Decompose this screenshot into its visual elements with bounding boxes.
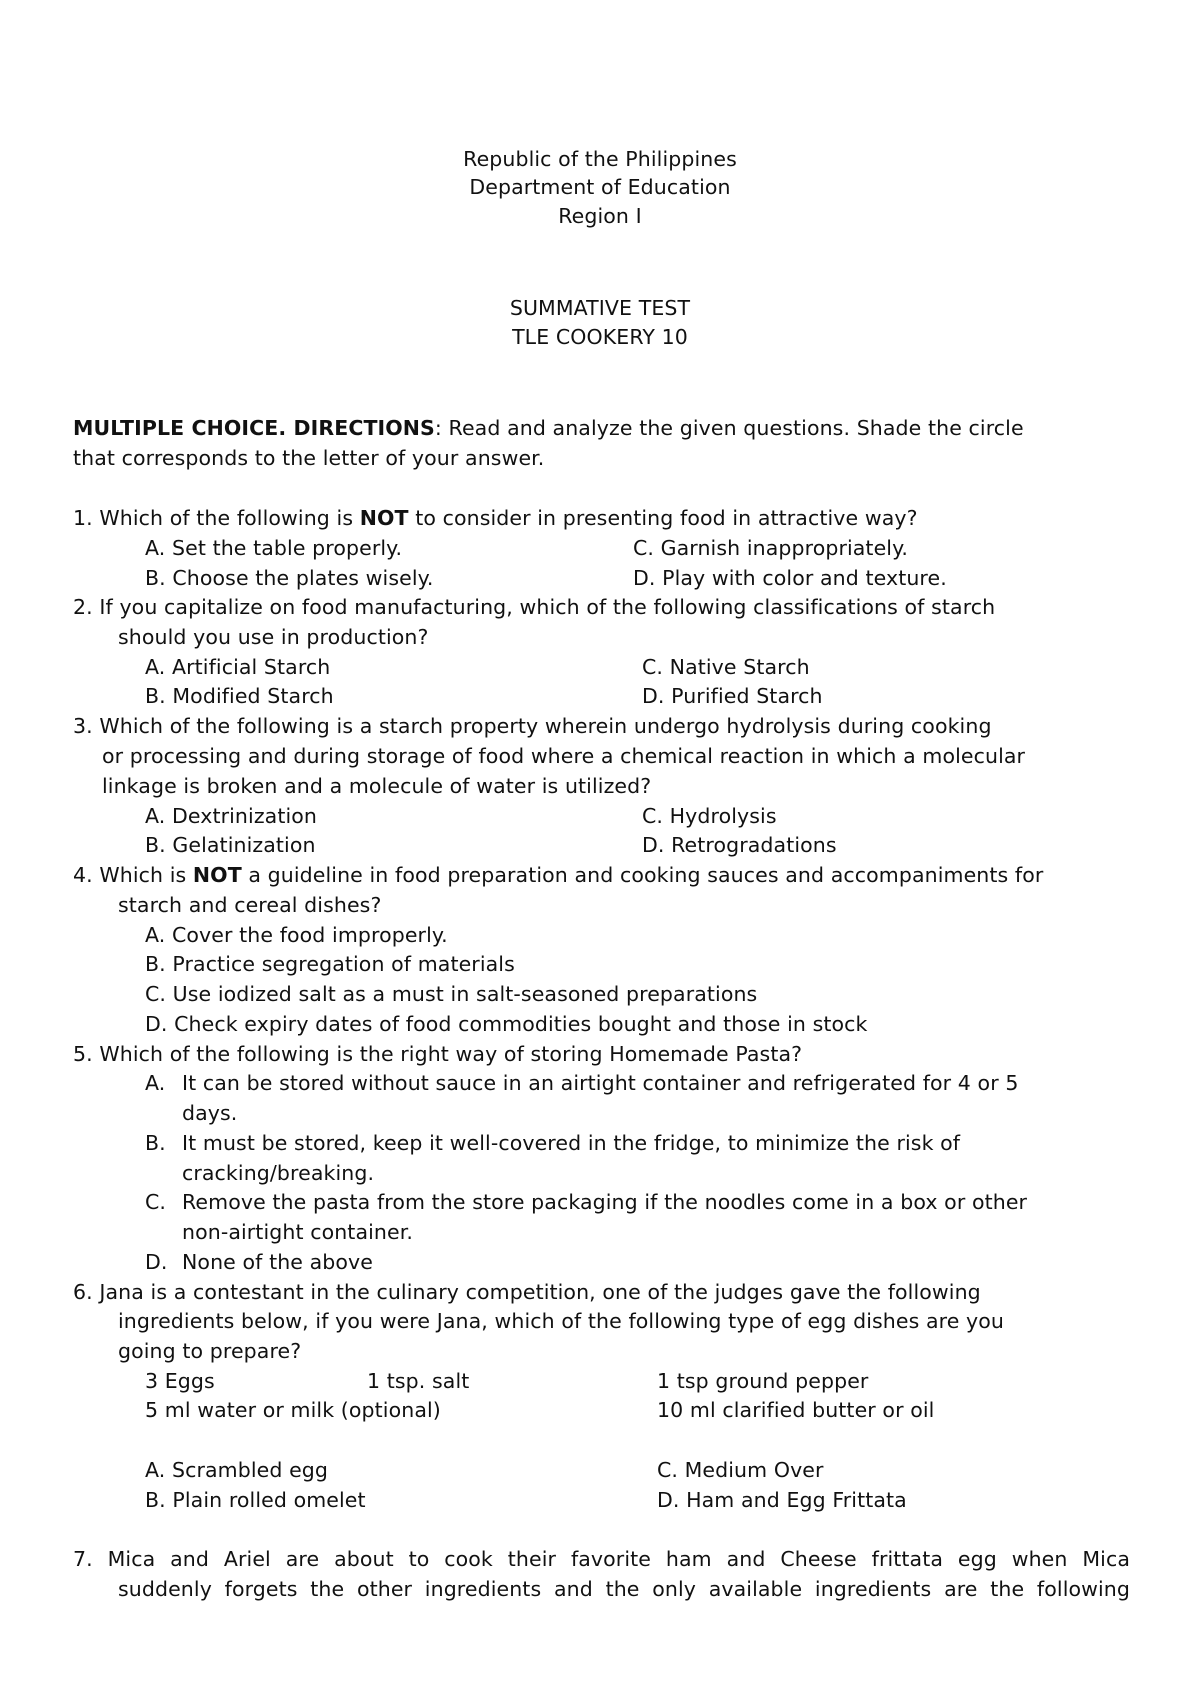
directions-line-1: MULTIPLE CHOICE. DIRECTIONS: Read and analyze the given questions. Shade the circle <box>73 416 1024 440</box>
q6-option-d: D. Ham and Egg Frittata <box>657 1488 907 1512</box>
q2-option-d: D. Purified Starch <box>642 684 823 708</box>
q6-option-c: C. Medium Over <box>657 1458 824 1482</box>
header-republic: Republic of the Philippines <box>463 147 737 171</box>
q5-option-b-line-2: cracking/breaking. <box>182 1161 375 1185</box>
question-7-line-1: 7. Mica and Ariel are about to cook their favorite ham and Cheese frittata egg when Mica <box>73 1547 1130 1571</box>
q4-option-b: B. Practice segregation of materials <box>145 952 515 976</box>
title-subject: TLE COOKERY 10 <box>512 325 688 349</box>
q5-option-c-letter: C. <box>145 1190 167 1214</box>
emphasis-not: NOT <box>192 863 242 887</box>
q6-option-b: B. Plain rolled omelet <box>145 1488 366 1512</box>
q4-option-c: C. Use iodized salt as a must in salt-seasoned preparations <box>145 982 758 1006</box>
q5-option-d-letter: D. <box>145 1250 168 1274</box>
q3-option-c: C. Hydrolysis <box>642 804 777 828</box>
q2-option-a: A. Artificial Starch <box>145 655 331 679</box>
q6-ingredient-salt: 1 tsp. salt <box>367 1369 470 1393</box>
q5-option-a-line-2: days. <box>182 1101 238 1125</box>
q4-option-d: D. Check expiry dates of food commodities bought and those in stock <box>145 1012 868 1036</box>
q2-option-c: C. Native Starch <box>642 655 810 679</box>
q1-option-d: D. Play with color and texture. <box>633 566 947 590</box>
q1-option-c: C. Garnish inappropriately. <box>633 536 909 560</box>
q6-option-a: A. Scrambled egg <box>145 1458 329 1482</box>
q1-option-b: B. Choose the plates wisely. <box>145 566 434 590</box>
q4-option-a: A. Cover the food improperly. <box>145 923 448 947</box>
question-2-line-2: should you use in production? <box>118 625 429 649</box>
q5-option-d-line-1: None of the above <box>182 1250 373 1274</box>
question-3-line-1: 3. Which of the following is a starch property wherein undergo hydrolysis during cooking <box>73 714 992 738</box>
q2-option-b: B. Modified Starch <box>145 684 334 708</box>
q5-option-a-line-1: It can be stored without sauce in an airtight container and refrigerated for 4 or 5 <box>182 1071 1019 1095</box>
q5-option-b-letter: B. <box>145 1131 166 1155</box>
header-department: Department of Education <box>469 175 731 199</box>
q6-ingredient-water-milk: 5 ml water or milk (optional) <box>145 1398 441 1422</box>
q3-option-b: B. Gelatinization <box>145 833 316 857</box>
question-4-line-2: starch and cereal dishes? <box>118 893 382 917</box>
q5-option-c-line-2: non-airtight container. <box>182 1220 413 1244</box>
question-2-line-1: 2. If you capitalize on food manufacturing, which of the following classifications of starch <box>73 595 996 619</box>
question-6-line-2: ingredients below, if you were Jana, which of the following type of egg dishes are you <box>118 1309 1005 1333</box>
q6-ingredient-eggs: 3 Eggs <box>145 1369 215 1393</box>
q5-option-b-line-1: It must be stored, keep it well-covered in the fridge, to minimize the risk of <box>182 1131 961 1155</box>
q6-ingredient-butter-oil: 10 ml clarified butter or oil <box>657 1398 935 1422</box>
emphasis-not: NOT <box>359 506 409 530</box>
directions-line-2: that corresponds to the letter of your answer. <box>73 446 545 470</box>
header-region: Region I <box>558 204 642 228</box>
question-1: 1. Which of the following is NOT to consider in presenting food in attractive way? <box>73 506 918 530</box>
q5-option-a-letter: A. <box>145 1071 166 1095</box>
q3-option-d: D. Retrogradations <box>642 833 837 857</box>
title-summative-test: SUMMATIVE TEST <box>509 296 691 320</box>
question-6-line-1: 6. Jana is a contestant in the culinary competition, one of the judges gave the following <box>73 1280 981 1304</box>
q1-option-a: A. Set the table properly. <box>145 536 403 560</box>
question-5: 5. Which of the following is the right way of storing Homemade Pasta? <box>73 1042 803 1066</box>
question-3-line-3: linkage is broken and a molecule of water is utilized? <box>102 774 652 798</box>
q5-option-c-line-1: Remove the pasta from the store packaging if the noodles come in a box or other <box>182 1190 1028 1214</box>
question-6-line-3: going to prepare? <box>118 1339 302 1363</box>
question-7-line-2: suddenly forgets the other ingredients and the only available ingredients are the following <box>118 1577 1130 1601</box>
question-3-line-2: or processing and during storage of food where a chemical reaction in which a molecular <box>102 744 1026 768</box>
question-4-line-1: 4. Which is NOT a guideline in food preparation and cooking sauces and accompaniments for <box>73 863 1044 887</box>
q6-ingredient-pepper: 1 tsp ground pepper <box>657 1369 869 1393</box>
q3-option-a: A. Dextrinization <box>145 804 318 828</box>
directions-label: MULTIPLE CHOICE. DIRECTIONS <box>73 416 435 440</box>
